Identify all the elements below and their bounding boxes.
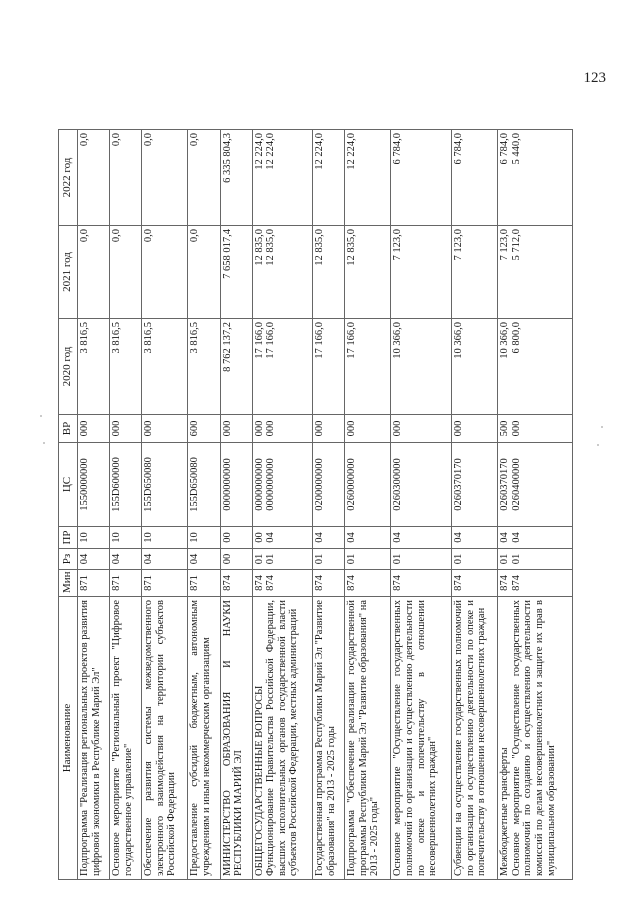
row-pr: [498, 527, 573, 549]
row-2020: 8 762 137,2: [220, 319, 252, 415]
table-row: [110, 130, 142, 880]
page-number: 123: [583, 70, 606, 86]
cell-line: 5 440,0: [510, 133, 522, 165]
row-name: МИНИСТЕРСТВО ОБРАЗОВАНИЯ И НАУКИ РЕСПУБЛИКИ МАРИЙ ЭЛ: [220, 597, 252, 880]
cell-line: 000: [510, 420, 522, 437]
row-rz: [498, 549, 573, 570]
row-name-line: Основное мероприятие "Осуществление государственных полномочий по созданию и осуществлению деятельности комиссий по делам несовершеннолетних и защите их прав в муниципальном образовании": [510, 600, 557, 876]
row-rz: 04: [110, 549, 142, 570]
row-2022: 0,0: [142, 130, 188, 226]
cell-line: 12 224,0: [253, 133, 265, 170]
table-row: [498, 130, 573, 880]
row-name: Основное мероприятие "Осуществление государственных полномочий по организации и осуществлению деятельности по опеке и попечительству в отношении несовершеннолетних граждан": [391, 597, 451, 880]
row-name: [498, 597, 573, 880]
row-min: [252, 570, 312, 597]
row-cs: 1550000000: [78, 443, 110, 527]
cell-line: 00: [253, 532, 265, 543]
table-row: [451, 130, 497, 880]
cell-line: 500: [499, 420, 511, 437]
row-2020: [252, 319, 312, 415]
row-name: Подпрограмма "Обеспечение реализации государственной программы Республики Марий Эл "Развитие образования" на 2013 - 2025 годы": [345, 597, 391, 880]
table-row: [188, 130, 220, 880]
row-name: Обеспечение развития системы межведомственного электронного взаимодействия на территории субъектов Российской Федерации: [142, 597, 188, 880]
row-vr: 600: [188, 415, 220, 443]
row-name-line: Функционирование Правительства Российской Федерации, высших исполнительных органов государственной власти субъектов Российской Федерации, местных администраций: [265, 600, 300, 876]
column-header-pr: ПР: [59, 527, 78, 549]
row-vr: 000: [391, 415, 451, 443]
cell-line: 04: [265, 532, 277, 543]
row-name: [252, 597, 312, 880]
row-2021: 7 658 017,4: [220, 226, 252, 319]
row-vr: 000: [345, 415, 391, 443]
row-rz: 04: [142, 549, 188, 570]
row-rz: 01: [391, 549, 451, 570]
row-2021: 0,0: [142, 226, 188, 319]
row-vr: 000: [220, 415, 252, 443]
row-2021: 7 123,0: [451, 226, 497, 319]
row-2022: 6 784,0: [391, 130, 451, 226]
row-pr: 04: [345, 527, 391, 549]
row-2021: [252, 226, 312, 319]
cell-line: 6 800,0: [510, 322, 522, 354]
row-cs: 155D650080: [188, 443, 220, 527]
row-cs: 0260000000: [345, 443, 391, 527]
row-rz: 01: [345, 549, 391, 570]
cell-line: 874: [510, 575, 522, 591]
row-2021: 0,0: [188, 226, 220, 319]
row-pr: [252, 527, 312, 549]
table-row: [345, 130, 391, 880]
row-vr: 000: [313, 415, 345, 443]
scan-speck: [43, 442, 45, 444]
row-min: 874: [313, 570, 345, 597]
row-2020: 10 366,0: [391, 319, 451, 415]
cell-line: 01: [510, 553, 522, 565]
row-2022: 12 224,0: [313, 130, 345, 226]
row-2021: 12 835,0: [313, 226, 345, 319]
row-cs: 155D600000: [110, 443, 142, 527]
row-min: 874: [391, 570, 451, 597]
row-rz: 01: [313, 549, 345, 570]
row-name: Субвенции на осуществление государственных полномочий по организации и осуществлению деятельности по опеке и попечительству в отношении несовершеннолетних граждан: [451, 597, 497, 880]
table-row: [313, 130, 345, 880]
row-vr: 000: [110, 415, 142, 443]
row-cs: [498, 443, 573, 527]
row-2022: 12 224,0: [345, 130, 391, 226]
row-cs: 0260300000: [391, 443, 451, 527]
row-name: Основное мероприятие "Региональный проект "Цифровое государственное управление": [110, 597, 142, 880]
row-2022: [252, 130, 312, 226]
row-2021: 0,0: [78, 226, 110, 319]
row-rz: 04: [78, 549, 110, 570]
row-2020: 17 166,0: [345, 319, 391, 415]
row-min: 871: [78, 570, 110, 597]
row-2020: 3 816,5: [78, 319, 110, 415]
column-header-rz: Рз: [59, 549, 78, 570]
row-pr: 10: [78, 527, 110, 549]
column-header-2022: 2022 год: [59, 130, 78, 226]
cell-line: 01: [499, 553, 511, 565]
row-rz: 01: [451, 549, 497, 570]
row-2022: 6 784,0: [451, 130, 497, 226]
cell-line: 01: [265, 553, 277, 565]
cell-line: 0000000000: [253, 458, 265, 511]
row-name: Подпрограмма "Реализация региональных проектов развития цифровой экономики в Республике Марий Эл": [78, 597, 110, 880]
row-min: 874: [220, 570, 252, 597]
row-name: Предоставление субсидий бюджетным, автономным учреждениям и иным некоммерческим организациям: [188, 597, 220, 880]
row-2020: 10 366,0: [451, 319, 497, 415]
row-pr: 04: [451, 527, 497, 549]
row-2020: 3 816,5: [110, 319, 142, 415]
row-min: 871: [110, 570, 142, 597]
row-pr: 10: [142, 527, 188, 549]
row-2020: 17 166,0: [313, 319, 345, 415]
cell-line: 0260400000: [510, 458, 522, 511]
column-header-2021: 2021 год: [59, 226, 78, 319]
row-cs: [252, 443, 312, 527]
row-2021: [498, 226, 573, 319]
row-vr: 000: [78, 415, 110, 443]
row-rz: 04: [188, 549, 220, 570]
cell-line: 874: [499, 575, 511, 591]
column-header-cs: ЦС: [59, 443, 78, 527]
row-pr: 10: [188, 527, 220, 549]
cell-line: 000: [265, 420, 277, 437]
row-min: 874: [451, 570, 497, 597]
row-2022: [498, 130, 573, 226]
row-name-line: Межбюджетные трансферты: [499, 747, 511, 876]
row-pr: 04: [391, 527, 451, 549]
row-2021: 7 123,0: [391, 226, 451, 319]
row-2020: [498, 319, 573, 415]
row-vr: 000: [451, 415, 497, 443]
row-pr: 04: [313, 527, 345, 549]
cell-line: 01: [253, 553, 265, 565]
table-row: [252, 130, 312, 880]
row-2020: 3 816,5: [188, 319, 220, 415]
row-pr: 10: [110, 527, 142, 549]
cell-line: 12 835,0: [265, 229, 277, 266]
cell-line: 0000000000: [265, 458, 277, 511]
row-name-line: ОБЩЕГОСУДАРСТВЕННЫЕ ВОПРОСЫ: [253, 685, 265, 876]
cell-line: 7 123,0: [499, 229, 511, 261]
column-header-name: Наименование: [59, 597, 78, 880]
row-min: [498, 570, 573, 597]
row-vr: 000: [142, 415, 188, 443]
column-header-2020: 2020 год: [59, 319, 78, 415]
cell-line: 5 712,0: [510, 229, 522, 261]
cell-line: 10 366,0: [499, 322, 511, 359]
row-2022: 6 335 804,3: [220, 130, 252, 226]
table-row: [220, 130, 252, 880]
table-row: [142, 130, 188, 880]
row-cs: 0200000000: [313, 443, 345, 527]
cell-line: 0260370170: [499, 458, 511, 511]
row-vr: [498, 415, 573, 443]
cell-line: 17 166,0: [253, 322, 265, 359]
row-cs: 155D650080: [142, 443, 188, 527]
column-header-vr: ВР: [59, 415, 78, 443]
cell-line: 17 166,0: [265, 322, 277, 359]
table-row: [78, 130, 110, 880]
cell-line: 12 224,0: [265, 133, 277, 170]
cell-line: 874: [253, 575, 265, 591]
row-cs: 0260370170: [451, 443, 497, 527]
table-row: [391, 130, 451, 880]
row-vr: [252, 415, 312, 443]
row-pr: 00: [220, 527, 252, 549]
scan-speck: [601, 426, 603, 428]
row-min: 871: [142, 570, 188, 597]
row-2021: 12 835,0: [345, 226, 391, 319]
column-header-min: Мин: [59, 570, 78, 597]
cell-line: 04: [499, 532, 511, 543]
cell-line: 12 835,0: [253, 229, 265, 266]
row-min: 871: [188, 570, 220, 597]
cell-line: 04: [510, 532, 522, 543]
scan-speck: [597, 444, 599, 446]
row-cs: 0000000000: [220, 443, 252, 527]
table-header-row: [59, 130, 78, 880]
budget-table: [58, 129, 573, 880]
rotated-page-content: [58, 130, 573, 880]
cell-line: 6 784,0: [499, 133, 511, 165]
scan-speck: [40, 415, 42, 417]
row-min: 874: [345, 570, 391, 597]
row-2022: 0,0: [78, 130, 110, 226]
row-rz: [252, 549, 312, 570]
row-2021: 0,0: [110, 226, 142, 319]
row-rz: 00: [220, 549, 252, 570]
cell-line: 874: [265, 575, 277, 591]
row-2022: 0,0: [110, 130, 142, 226]
row-2020: 3 816,5: [142, 319, 188, 415]
cell-line: 000: [253, 420, 265, 437]
row-name: Государственная программа Республики Марий Эл "Развитие образования" на 2013 - 2025 годы: [313, 597, 345, 880]
row-2022: 0,0: [188, 130, 220, 226]
